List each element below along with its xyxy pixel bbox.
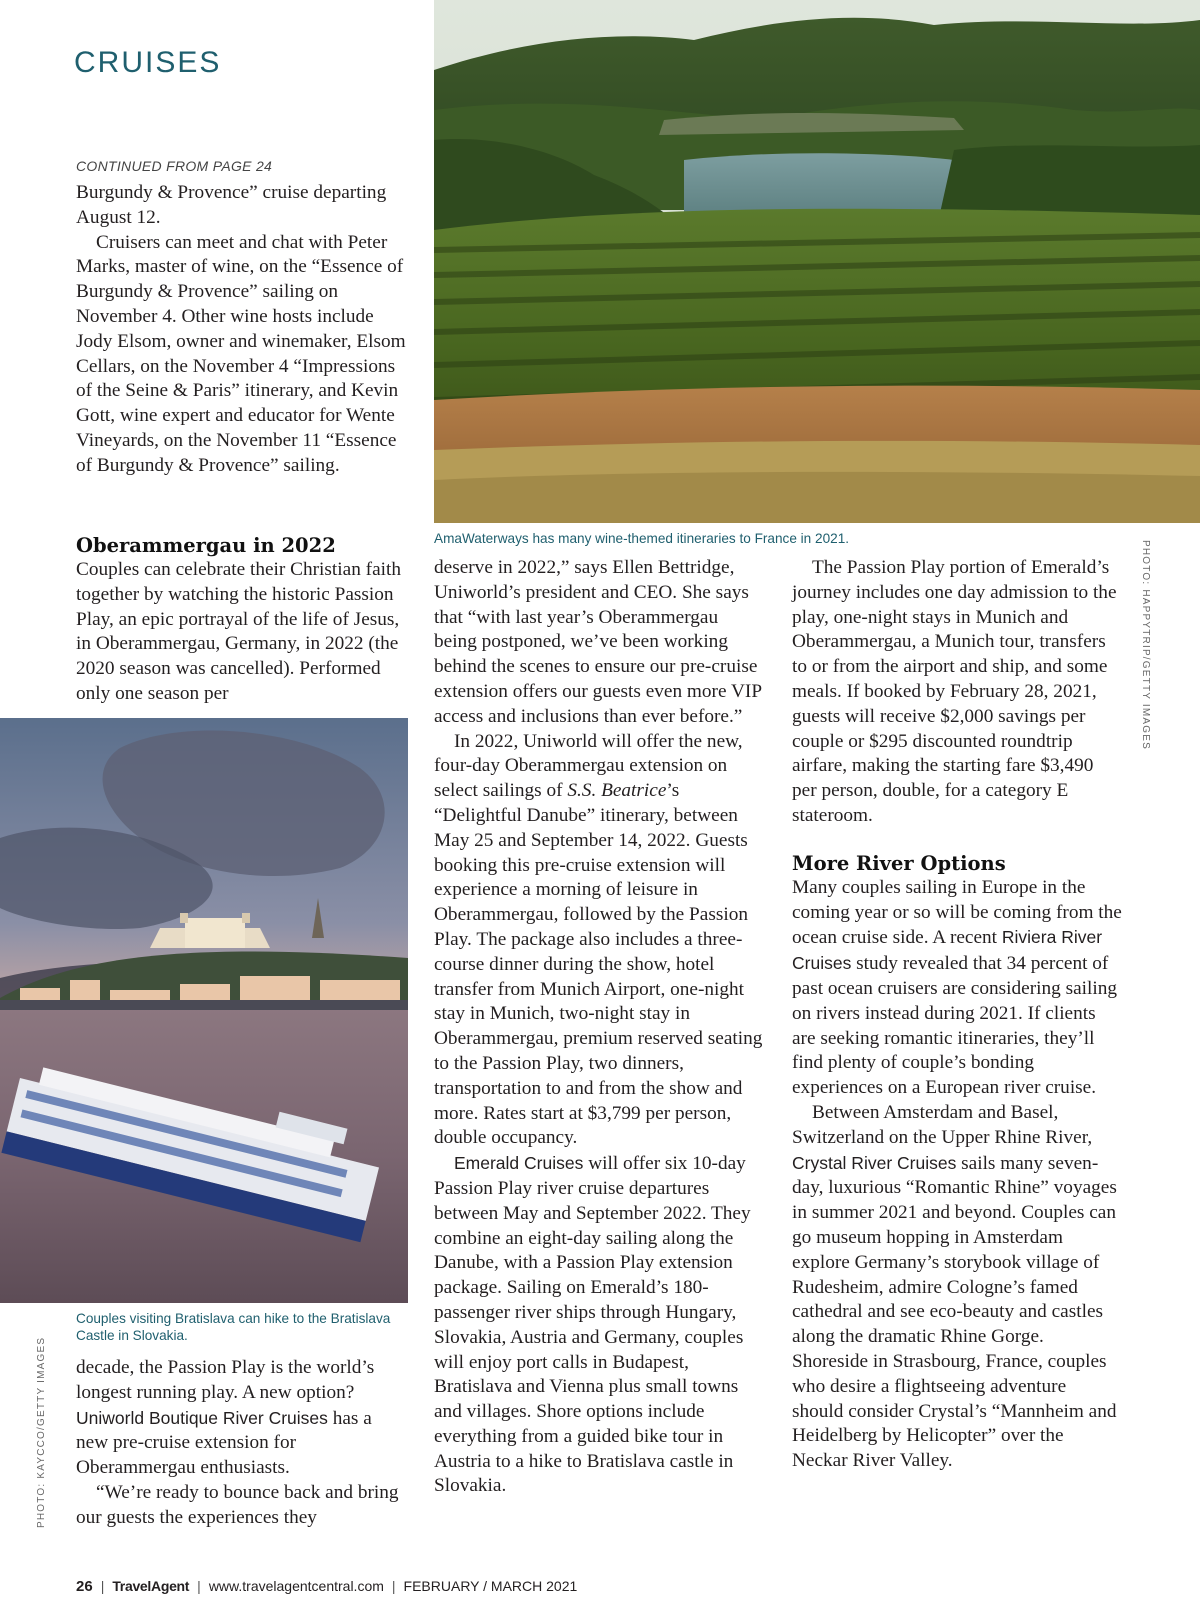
text-run: In 2022, Uniworld will offer the new, four-day Oberammergau extension on select sailings of <box>434 730 743 802</box>
page-number: 26 <box>76 1578 93 1595</box>
brand-emerald: Emerald Cruises <box>454 1153 584 1174</box>
column-1-top <box>76 181 406 479</box>
paragraph <box>792 876 1122 1101</box>
paragraph: deserve in 2022,” says Ellen Bettridge, Uniworld’s president and CEO. She says that “with last year’s Oberammergau being postponed, we’ve been working behind the scenes to ensure our pre-cruise extension offers our guests even more VIP access and inclusions than ever before.” <box>434 557 762 727</box>
vineyard-photo-credit: PHOTO: HAPPYTRIP/GETTY IMAGES <box>1140 540 1151 751</box>
paragraph <box>434 730 764 1152</box>
paragraph <box>434 1151 764 1499</box>
paragraph: Burgundy & Provence” cruise departing August 12. <box>76 182 387 228</box>
vineyard-photo <box>434 0 1200 523</box>
column-1-middle <box>76 533 406 707</box>
text-run: decade, the Passion Play is the world’s longest running play. A new option? <box>76 1357 375 1403</box>
text-run: has a new pre-cruise extension for Oberammergau enthusiasts. <box>76 1407 372 1479</box>
heading-oberammergau: Oberammergau in 2022 <box>76 534 336 557</box>
brand-riviera: Riviera River Cruises <box>792 927 1103 974</box>
column-3 <box>792 556 1122 1474</box>
paragraph: The Passion Play portion of Emerald’s journey includes one day admission to the play, one-night stays in Munich and Oberammergau, a Munich tour, transfers to or from the airport and ship, and some meals. If booked by February 28, 2021, guests will receive $2,000 savings per couple or $295 discounted roundtrip airfare, making the starting fare $3,490 per person, double, for a category E stateroom. <box>792 557 1117 826</box>
bratislava-photo-credit: PHOTO: KAYCCO/GETTY IMAGES <box>36 1336 47 1528</box>
brand-crystal: Crystal River Cruises <box>792 1152 957 1173</box>
paragraph <box>792 1101 1122 1474</box>
vineyard-caption: AmaWaterways has many wine-themed itineraries to France in 2021. <box>434 531 850 546</box>
text-run: sails many seven-day, luxurious “Romantic Rhine” voyages in summer 2021 and beyond. Couples can go museum hopping in Amsterdam explore Germany’s storybook village of Rudesheim, admire Cologne’s famed cathedral and see eco-beauty and castles along the dramatic Rhine Gorge. Shoreside in Strasbourg, France, couples who desire a flightseeing adventure should consider Crystal’s “Mannheim and Heidelberg by Helicopter” over the Neckar River Valley. <box>792 1152 1117 1472</box>
text-run: will offer six 10-day Passion Play river cruise departures between May and September 2022. They combine an eight-day sailing along the Danube, with a Passion Play extension package. Sailing on Emerald’s 180-passenger river ships through Hungary, Slovakia, Austria and Germany, couples will enjoy port calls in Budapest, Bratislava and Vienna plus small towns and villages. Shore options include everything from a guided bike tour in Austria to a hike to Bratislava castle in Slovakia. <box>434 1153 751 1497</box>
heading-more-river-options: More River Options <box>792 851 1006 875</box>
brand-uniworld: Uniworld Boutique River Cruises <box>76 1407 328 1428</box>
paragraph <box>76 1356 406 1481</box>
bratislava-photo <box>0 718 408 1303</box>
text-run: study revealed that 34 percent of past ocean cruisers are considering sailing on rivers instead during 2021. If clients are seeking romantic itineraries, they’ll find plenty of couple’s bonding experiences on a European river cruise. <box>792 953 1117 1099</box>
bratislava-caption: Couples visiting Bratislava can hike to the Bratislava Castle in Slovakia. <box>76 1311 391 1343</box>
website-link[interactable]: www.travelagentcentral.com <box>208 1578 384 1594</box>
column-2 <box>434 556 764 1499</box>
paragraph: Couples can celebrate their Christian faith together by watching the historic Passion Play, an epic portrayal of the life of Jesus, in Oberammergau, Germany, in 2022 (the 2020 season was cancelled). Performed only one season per <box>76 559 401 704</box>
paragraph: Cruisers can meet and chat with Peter Marks, master of wine, on the “Essence of Burgundy & Provence” sailing on November 4. Other wine hosts include Jody Elsom, owner and winemaker, Elsom Cellars, on the November 4 “Impressions of the Seine & Paris” itinerary, and Kevin Gott, wine expert and educator for Wente Vineyards, on the November 11 “Essence of Burgundy & Provence” sailing. <box>76 231 406 476</box>
section-label: CRUISES <box>74 46 222 79</box>
issue-date: FEBRUARY / MARCH 2021 <box>403 1578 578 1594</box>
ship-name: S.S. Beatrice <box>567 780 667 802</box>
text-run: Between Amsterdam and Basel, Switzerland on the Upper Rhine River, <box>792 1101 1093 1148</box>
text-run: Many couples sailing in Europe in the coming year or so will be coming from the ocean cruise side. A recent <box>792 876 1122 949</box>
page-footer: 26 | TravelAgent | www.travelagentcentral.com | FEBRUARY / MARCH 2021 <box>76 1578 578 1595</box>
text-run: ’s “Delightful Danube” itinerary, between May 25 and September 14, 2022. Guests booking this pre-cruise extension will experience a morning of leisure in Oberammergau, followed by the Passion Play. The package also includes a three-course dinner during the show, hotel transfer from Munich Airport, one-night stay in Munich, two-night stay in Oberammergau, premium reserved seating to the Passion Play, two dinners, transportation to and from the show and more. Rates start at $3,799 per person, double occupancy. <box>434 780 763 1149</box>
paragraph: “We’re ready to bounce back and bring our guests the experiences they <box>76 1481 399 1528</box>
column-1-bottom <box>76 1356 406 1531</box>
magazine-name: TravelAgent <box>112 1578 190 1594</box>
continued-note: CONTINUED FROM PAGE 24 <box>76 158 273 174</box>
